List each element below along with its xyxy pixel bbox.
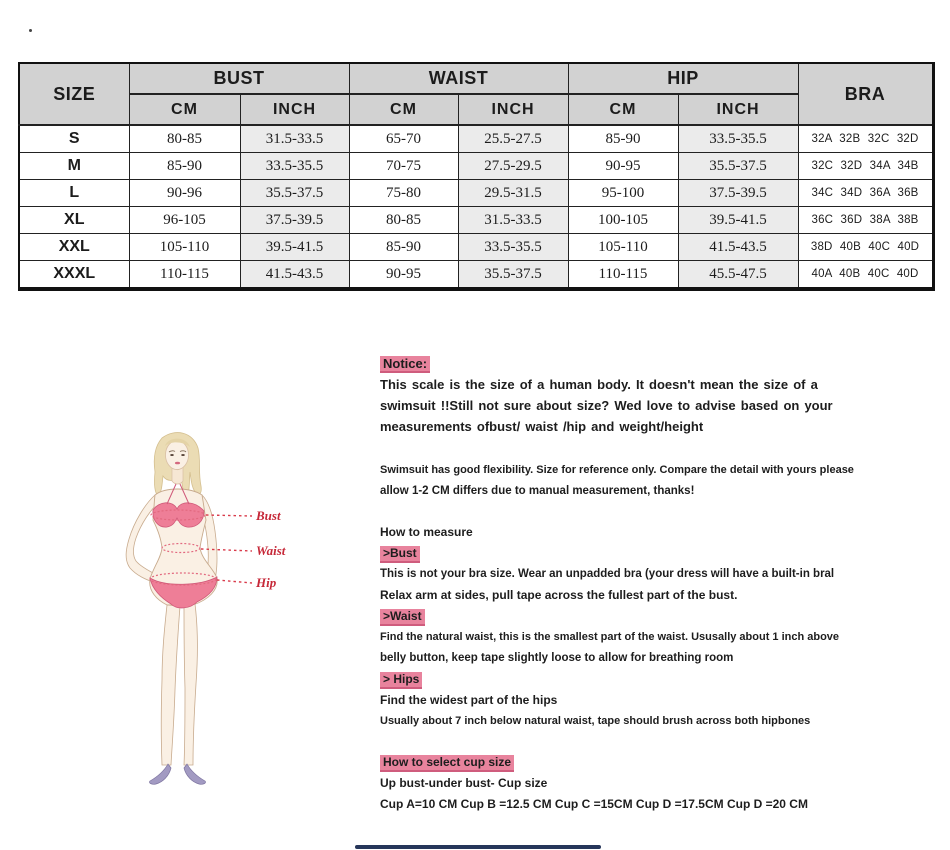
cup-size-line: Cup A=10 CM Cup B =12.5 CM Cup C =15CM Cup D =17.5CM Cup D =20 CM: [380, 797, 808, 811]
hip-cm: 105-110: [568, 234, 678, 261]
hip-inch: 45.5-47.5: [678, 261, 798, 290]
hip-label: Hip: [256, 575, 277, 590]
waist-heading: [380, 606, 940, 627]
bust-cm: 85-90: [129, 153, 240, 180]
hip-cm: 90-95: [568, 153, 678, 180]
hips-heading: [380, 669, 940, 690]
flexibility-line: Swimsuit has good flexibility. Size for reference only. Compare the detail with yours please: [380, 464, 854, 476]
bust-heading: [380, 543, 940, 564]
flexibility-line: allow 1-2 CM differs due to manual measurement, thanks!: [380, 485, 695, 497]
bust-inch: 35.5-37.5: [240, 180, 349, 207]
bottom-accent-bar: [355, 845, 601, 849]
col-header-hip: HIP: [568, 63, 798, 94]
bust-inch: 31.5-33.5: [240, 125, 349, 153]
bra-sizes: 40A 40B 40C 40D: [798, 261, 933, 290]
hip-inch: 41.5-43.5: [678, 234, 798, 261]
hip-cm: 85-90: [568, 125, 678, 153]
bust-leader-line: [206, 515, 252, 516]
cup-size-heading-highlight: How to select cup size: [380, 755, 514, 772]
figure-right-leg: [184, 604, 197, 765]
table-row-xl: [19, 207, 933, 234]
hip-inch: 33.5-35.5: [678, 125, 798, 153]
figure-left-shoe: [149, 764, 171, 784]
col-header-bust-inch: INCH: [240, 94, 349, 125]
table-row-xxxl: [19, 261, 933, 290]
figure-lips: [175, 462, 180, 465]
figure-eye-right: [181, 454, 185, 456]
bra-sizes: 32A 32B 32C 32D: [798, 125, 933, 153]
bust-heading-highlight: >Bust: [380, 546, 420, 563]
waist-inch: 35.5-37.5: [458, 261, 568, 290]
notes-section: [380, 353, 940, 815]
waist-inch: 27.5-29.5: [458, 153, 568, 180]
col-header-hip-inch: INCH: [678, 94, 798, 125]
measurement-figure-illustration: [105, 428, 320, 793]
how-to-measure-heading: How to measure: [380, 525, 473, 539]
col-header-waist: WAIST: [349, 63, 568, 94]
stray-dot: [29, 29, 32, 32]
col-header-bra: BRA: [798, 63, 933, 125]
hip-leader-line: [217, 580, 252, 583]
hip-inch: 39.5-41.5: [678, 207, 798, 234]
waist-label: Waist: [256, 543, 286, 558]
size-chart-table: [18, 62, 935, 291]
notice-line: swimsuit !!Still not sure about size? Wed love to advise based on your: [380, 398, 833, 413]
figure-right-shoe: [184, 764, 206, 784]
waist-inch: 33.5-35.5: [458, 234, 568, 261]
bust-cm: 80-85: [129, 125, 240, 153]
hips-heading-highlight: > Hips: [380, 672, 422, 689]
bra-sizes: 34C 34D 36A 36B: [798, 180, 933, 207]
waist-cm: 80-85: [349, 207, 458, 234]
figure-left-leg: [161, 605, 180, 765]
hip-cm: 110-115: [568, 261, 678, 290]
waist-cm: 90-95: [349, 261, 458, 290]
bust-cm: 90-96: [129, 180, 240, 207]
size-label: L: [19, 180, 129, 207]
col-header-bust: BUST: [129, 63, 349, 94]
size-label: XXL: [19, 234, 129, 261]
col-header-waist-cm: CM: [349, 94, 458, 125]
bust-cm: 110-115: [129, 261, 240, 290]
hips-instruction: Find the widest part of the hips: [380, 693, 558, 707]
bra-sizes: 38D 40B 40C 40D: [798, 234, 933, 261]
notice-heading-highlight: Notice:: [380, 356, 430, 373]
size-label: XXXL: [19, 261, 129, 290]
waist-heading-highlight: >Waist: [380, 609, 425, 626]
cup-size-heading: [380, 752, 940, 773]
bust-instruction: This is not your bra size. Wear an unpadded bra (your dress will have a built-in bral: [380, 568, 835, 580]
waist-inch: 29.5-31.5: [458, 180, 568, 207]
bust-inch: 41.5-43.5: [240, 261, 349, 290]
spacer: [380, 437, 940, 460]
hip-cm: 100-105: [568, 207, 678, 234]
cup-size-line: Up bust-under bust- Cup size: [380, 776, 548, 790]
bust-inch: 37.5-39.5: [240, 207, 349, 234]
size-chart: [18, 62, 935, 291]
hip-inch: 37.5-39.5: [678, 180, 798, 207]
waist-cm: 65-70: [349, 125, 458, 153]
bust-instruction: Relax arm at sides, pull tape across the fullest part of the bust.: [380, 588, 738, 602]
waist-cm: 70-75: [349, 153, 458, 180]
figure-face: [166, 441, 189, 470]
bust-cm: 96-105: [129, 207, 240, 234]
bust-cm: 105-110: [129, 234, 240, 261]
table-row-xxl: [19, 234, 933, 261]
size-label: XL: [19, 207, 129, 234]
waist-inch: 25.5-27.5: [458, 125, 568, 153]
hip-inch: 35.5-37.5: [678, 153, 798, 180]
bust-inch: 39.5-41.5: [240, 234, 349, 261]
notice-line: measurements ofbust/ waist /hip and weight/height: [380, 419, 704, 434]
bra-sizes: 36C 36D 38A 38B: [798, 207, 933, 234]
bust-inch: 33.5-35.5: [240, 153, 349, 180]
waist-instruction: belly button, keep tape slightly loose to allow for breathing room: [380, 652, 734, 664]
table-row-s: [19, 125, 933, 153]
col-header-hip-cm: CM: [568, 94, 678, 125]
table-row-m: [19, 153, 933, 180]
notice-line: This scale is the size of a human body. It doesn't mean the size of a: [380, 377, 818, 392]
spacer: [380, 732, 940, 752]
spacer: [380, 502, 940, 522]
notice-heading: [380, 353, 940, 374]
col-header-waist-inch: INCH: [458, 94, 568, 125]
table-row-l: [19, 180, 933, 207]
size-label: S: [19, 125, 129, 153]
bust-label: Bust: [256, 508, 281, 523]
hip-cm: 95-100: [568, 180, 678, 207]
size-label: M: [19, 153, 129, 180]
col-header-size: SIZE: [19, 63, 129, 125]
waist-cm: 75-80: [349, 180, 458, 207]
col-header-bust-cm: CM: [129, 94, 240, 125]
waist-inch: 31.5-33.5: [458, 207, 568, 234]
figure-eye-left: [170, 454, 174, 456]
hips-instruction: Usually about 7 inch below natural waist, tape should brush across both hipbones: [380, 715, 811, 727]
waist-instruction: Find the natural waist, this is the smallest part of the waist. Ususally about 1 inch above: [380, 631, 840, 643]
bra-sizes: 32C 32D 34A 34B: [798, 153, 933, 180]
waist-cm: 85-90: [349, 234, 458, 261]
